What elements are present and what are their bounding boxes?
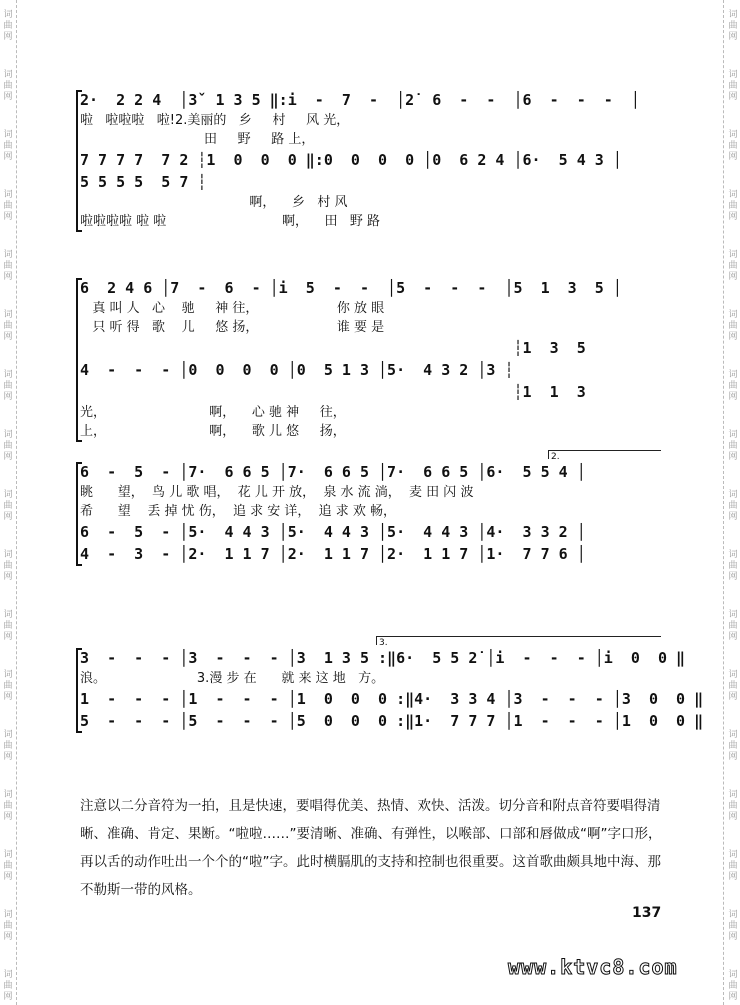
- notation-line: 3 - - - │3 - - - │3 1 3 5 :‖6· 5 5 2̇ │i - - - │i 0 0 ‖: [80, 649, 686, 667]
- margin-watermark: 词 曲 网: [728, 790, 738, 822]
- volta-bracket: 3.: [376, 636, 661, 645]
- margin-watermark: 词 曲 网: [3, 970, 13, 1002]
- notation-line: 7 7 7 7 7 2 ┆1 0 0 0 ‖:0 0 0 0 │0 6 2 4 │6· 5 4 3 │: [80, 151, 622, 169]
- margin-watermark: 词 曲 网: [728, 250, 738, 282]
- notation-line: 4 - - - │0 0 0 0 │0 5 1 3 │5· 4 3 2 │3 ┆: [80, 361, 595, 379]
- margin-watermark: 词 曲 网: [3, 490, 13, 522]
- system-bracket: [76, 462, 82, 566]
- margin-watermark: 词 曲 网: [728, 610, 738, 642]
- margin-watermark: 词 曲 网: [728, 490, 738, 522]
- lyric-line: 啦啦啦啦 啦 啦 啊， 田 野 路: [80, 214, 381, 229]
- margin-watermark: 词 曲 网: [3, 850, 13, 882]
- lyric-line: 希 望 丢 掉 忧 伤， 追 求 安 详， 追 求 欢 畅，: [80, 504, 397, 519]
- right-margin: [726, 0, 740, 1005]
- margin-watermark: 词 曲 网: [3, 70, 13, 102]
- margin-watermark: 词 曲 网: [728, 190, 738, 222]
- margin-watermark: 词 曲 网: [3, 550, 13, 582]
- margin-watermark: 词 曲 网: [728, 550, 738, 582]
- performance-notes-paragraph: 注意以二分音符为一拍，且是快速，要唱得优美、热情、欢快、活泼。切分音和附点音符要唱得清晰、准确、肯定、果断。“啦啦……”要清晰、准确、有弹性，以喉部、口部和唇做成“啊”字口形，再以舌的动作吐出一个个的“啦”字。此时横膈肌的支持和控制也很重要。这首歌曲颇具地中海、那不勒斯一带的风格。: [80, 798, 662, 898]
- margin-watermark: 词 曲 网: [728, 730, 738, 762]
- margin-watermark: 词 曲 网: [3, 130, 13, 162]
- margin-watermark: 词 曲 网: [728, 970, 738, 1002]
- margin-watermark: 词 曲 网: [728, 70, 738, 102]
- notation-line: 6 2 4 6 │7 - 6 - │i 5 - - │5 - - - │5 1 3 5 │: [80, 279, 622, 297]
- notation-line: ┆1 3 5: [80, 339, 595, 357]
- notation-line: ┆1 1 3: [80, 383, 595, 401]
- margin-watermark: 词 曲 网: [3, 310, 13, 342]
- margin-watermark: 词 曲 网: [728, 10, 738, 42]
- notation-line: 5 - - - │5 - - - │5 0 0 0 :‖1· 7 7 7 │1 - - - │1 0 0 ‖: [80, 712, 704, 730]
- notation-line: 6 - 5 - │5· 4 4 3 │5· 4 4 3 │5· 4 4 3 │4· 3 3 2 │: [80, 523, 586, 541]
- right-margin-rule: [723, 0, 724, 1005]
- margin-watermark: 词 曲 网: [728, 430, 738, 462]
- lyric-line: 啊， 乡 村 风: [80, 195, 348, 210]
- site-watermark: www.ktvc8.com: [508, 955, 678, 979]
- left-margin-rule: [16, 0, 17, 1005]
- lyric-line: 真 叫 人 心 驰 神 往， 你 放 眼: [80, 301, 385, 316]
- notation-line: 4 - 3 - │2· 1 1 7 │2· 1 1 7 │2· 1 1 7 │1· 7 7 6 │: [80, 545, 586, 563]
- margin-watermark: 词 曲 网: [728, 910, 738, 942]
- margin-watermark: 词 曲 网: [728, 850, 738, 882]
- lyric-line: 只 听 得 歌 儿 悠 扬， 谁 要 是: [80, 320, 385, 335]
- lyric-line: 啦 啦啦啦 啦!2.美丽的 乡 村 风 光，: [80, 113, 350, 128]
- margin-watermark: 词 曲 网: [3, 190, 13, 222]
- lyric-line: 眺 望， 鸟 儿 歌 唱， 花 儿 开 放， 泉 水 流 淌， 麦 田 闪 波: [80, 485, 474, 500]
- margin-watermark: 词 曲 网: [728, 130, 738, 162]
- margin-watermark: 词 曲 网: [728, 370, 738, 402]
- margin-watermark: 词 曲 网: [3, 610, 13, 642]
- margin-watermark: 词 曲 网: [3, 790, 13, 822]
- margin-watermark: 词 曲 网: [3, 910, 13, 942]
- margin-watermark: 词 曲 网: [3, 430, 13, 462]
- page-number: 137: [632, 905, 662, 921]
- notation-line: 1 - - - │1 - - - │1 0 0 0 :‖4· 3 3 4 │3 - - - │3 0 0 ‖: [80, 690, 704, 708]
- margin-watermark: 词 曲 网: [3, 250, 13, 282]
- volta-bracket: 2.: [548, 450, 661, 459]
- lyric-line: 浪。 3.漫 步 在 就 来 这 地 方。: [80, 671, 385, 686]
- margin-watermark: 词 曲 网: [3, 730, 13, 762]
- margin-watermark: 词 曲 网: [3, 670, 13, 702]
- margin-watermark: 词 曲 网: [728, 310, 738, 342]
- left-margin: [0, 0, 14, 1005]
- system-bracket: [76, 90, 82, 232]
- lyric-line: 田 野 路 上，: [80, 132, 315, 147]
- system-bracket: [76, 648, 82, 733]
- notation-line: 5 5 5 5 5 7 ┆: [80, 173, 631, 191]
- system-bracket: [76, 278, 82, 442]
- lyric-line: 光， 啊， 心 驰 神 往，: [80, 405, 346, 420]
- lyric-line: 上， 啊， 歌 儿 悠 扬，: [80, 424, 346, 439]
- margin-watermark: 词 曲 网: [728, 670, 738, 702]
- margin-watermark: 词 曲 网: [3, 10, 13, 42]
- notation-line: 2· 2 2 4 │3ˇ 1 3 5 ‖:i - 7 - │2̇ 6 - - │6 - - - │: [80, 91, 640, 109]
- margin-watermark: 词 曲 网: [3, 370, 13, 402]
- notation-line: 6 - 5 - │7· 6 6 5 │7· 6 6 5 │7· 6 6 5 │6· 5 5 4 │: [80, 463, 586, 481]
